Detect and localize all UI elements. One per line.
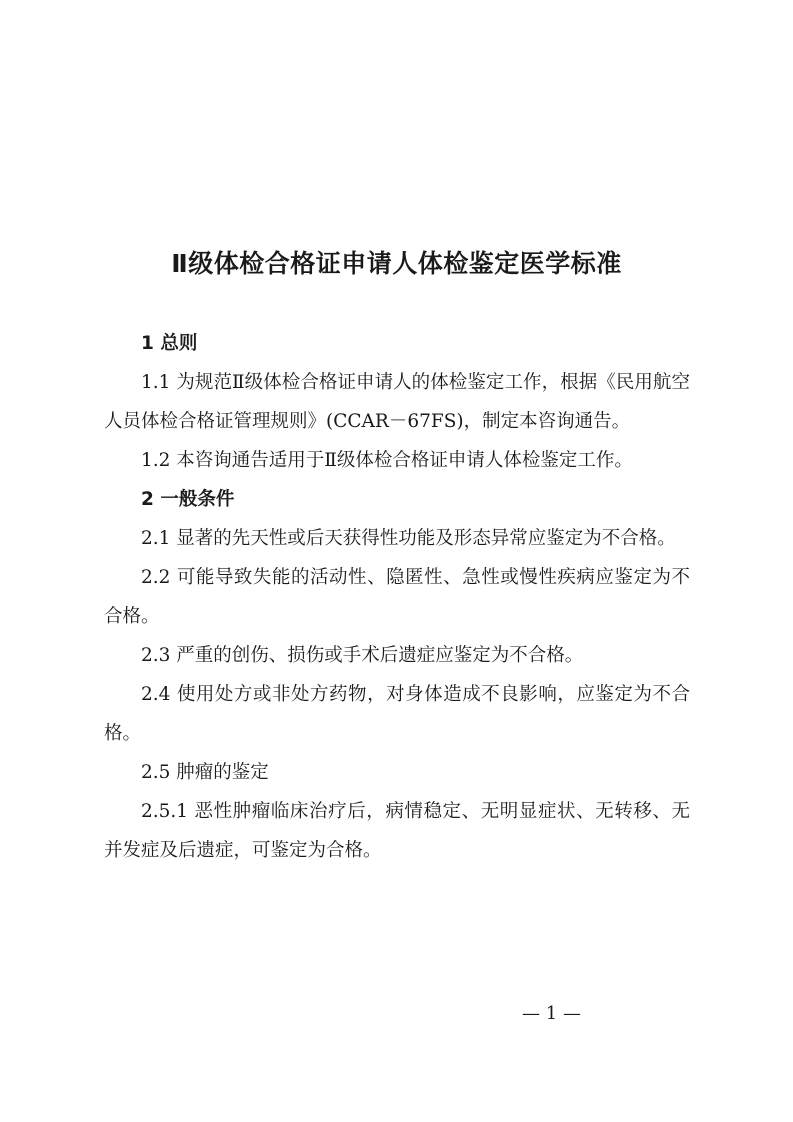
paragraph: 2.2 可能导致失能的活动性、隐匿性、急性或慢性疾病应鉴定为不合格。 — [104, 567, 690, 627]
document-title: Ⅱ级体检合格证申请人体检鉴定医学标准 — [171, 249, 622, 278]
paragraph: 1.2 本咨询通告适用于Ⅱ级体检合格证申请人体检鉴定工作。 — [141, 450, 633, 471]
section-heading: 2 一般条件 — [141, 489, 235, 510]
paragraph: 2.4 使用处方或非处方药物，对身体造成不良影响，应鉴定为不合格。 — [104, 684, 690, 744]
paragraph: 2.3 严重的创伤、损伤或手术后遗症应鉴定为不合格。 — [141, 645, 584, 666]
paragraph: 2.1 显著的先天性或后天获得性功能及形态异常应鉴定为不合格。 — [141, 528, 676, 549]
document-body — [104, 324, 690, 870]
subsection-heading: 2.5 肿瘤的鉴定 — [141, 762, 269, 783]
section-heading: 1 总则 — [141, 333, 198, 354]
paragraph: 2.5.1 恶性肿瘤临床治疗后，病情稳定、无明显症状、无转移、无并发症及后遗症，可鉴定为合格。 — [104, 801, 690, 861]
paragraph: 1.1 为规范Ⅱ级体检合格证申请人的体检鉴定工作，根据《民用航空人员体检合格证管理规则》(CCAR－67FS)，制定本咨询通告。 — [104, 372, 690, 432]
page-number: — 1 — — [522, 1003, 581, 1024]
